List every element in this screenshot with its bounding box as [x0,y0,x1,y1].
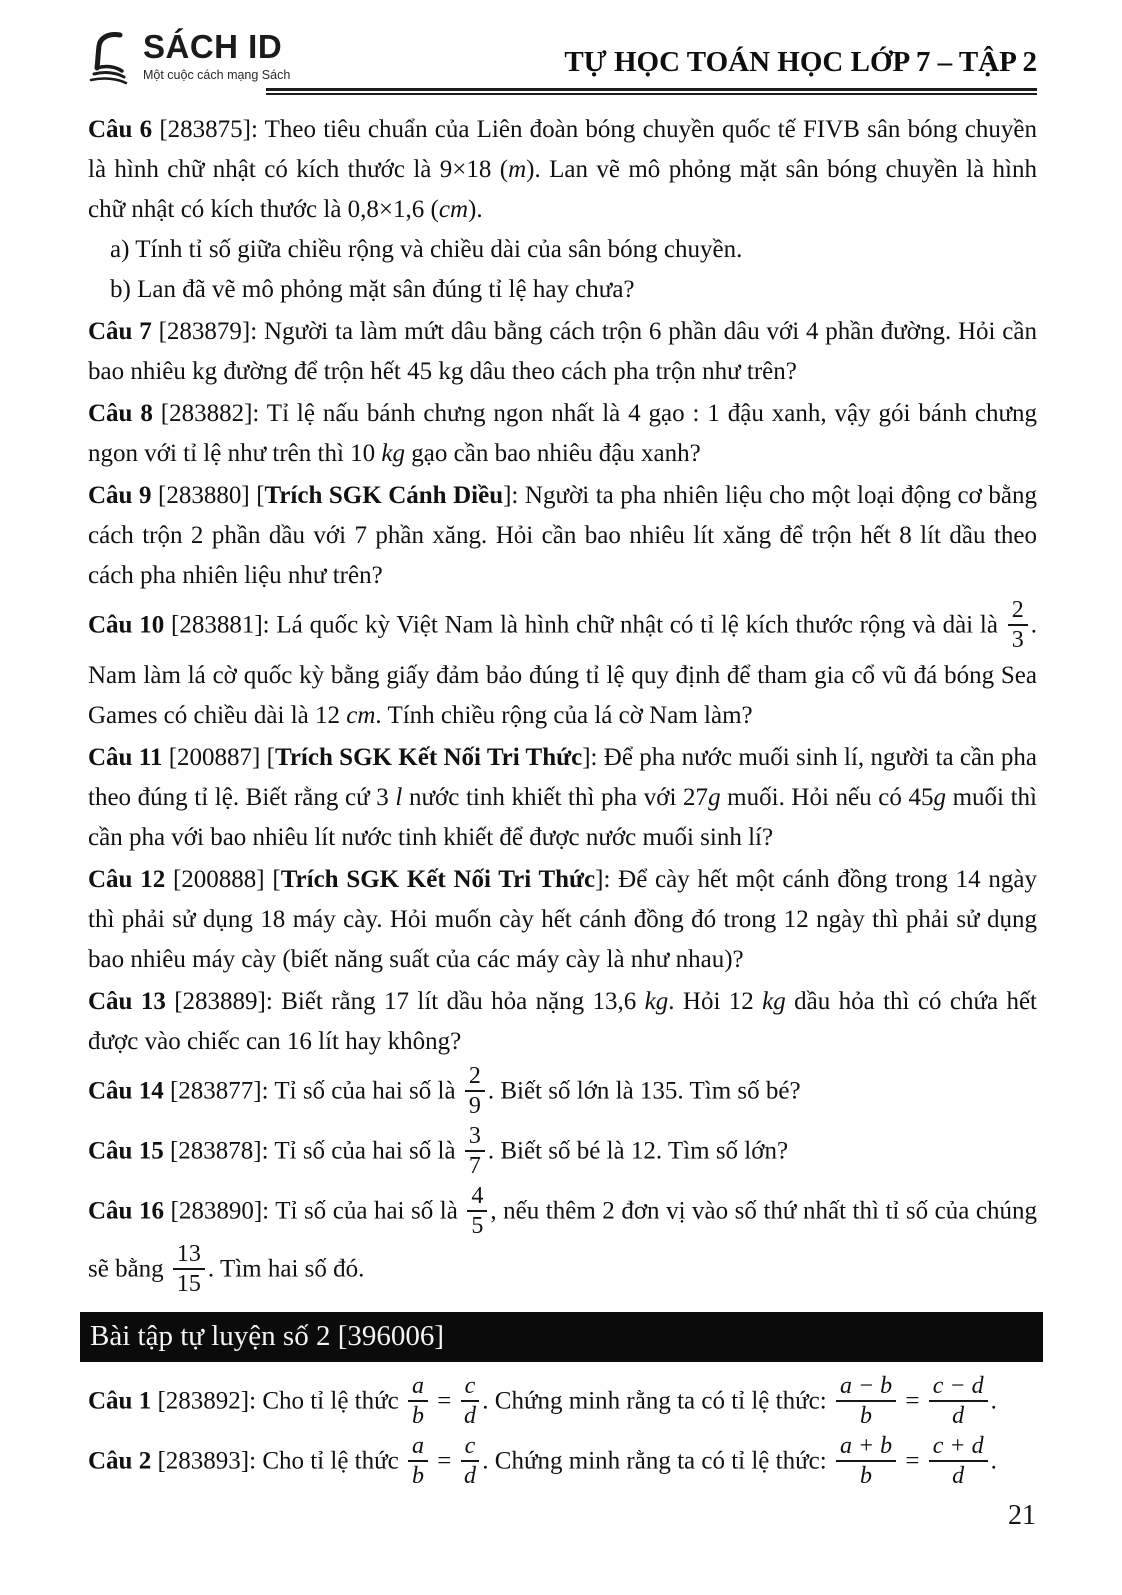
text-segment: ). [468,196,483,223]
text-segment: g [708,784,721,811]
book-title: TỰ HỌC TOÁN HỌC LỚP 7 – TẬP 2 [564,46,1037,78]
text-segment: b) Lan đã vẽ mô phỏng mặt sân đúng tỉ lệ hay chưa? [110,276,635,303]
text-segment: Câu 16 [88,1197,171,1225]
fraction-numerator: a − b [836,1372,896,1402]
fraction-numerator: a [408,1372,428,1402]
header-rule [266,88,1037,95]
text-segment: Câu 2 [88,1447,158,1475]
text-segment: [283890]: Tỉ số của hai số là [170,1197,465,1225]
fraction [836,1432,896,1490]
fraction-denominator: b [860,1463,873,1489]
text-segment: [283880] [ [158,482,265,509]
fraction [461,1372,480,1430]
text-segment: [283882]: Tỉ lệ nấu bánh chưng ngon nhất là 4 gạo : 1 đậu xanh, vậy gói bánh chưng ngon với tỉ lệ như trên thì 10 [88,400,1037,467]
problem-cau-13 [88,982,1037,1062]
publisher-logo [88,30,290,90]
fraction [408,1372,428,1430]
text-segment: . [990,1447,997,1475]
text-segment: [283893]: Cho tỉ lệ thức [157,1447,406,1475]
text-segment: [283879]: Người ta làm mứt dâu bằng cách trộn 6 phần dâu với 4 phần đường. Hỏi cần bao nhiêu kg đường để trộn hết 45 kg dâu theo cách pha trộn như trên? [88,318,1037,385]
problem-cau-1 [88,1374,1037,1432]
text-segment: [283889]: Biết rằng 17 lít dầu hỏa nặng 13,6 [174,988,645,1015]
fraction [173,1240,205,1298]
text-segment: [283877]: Tỉ số của hai số là [169,1077,462,1105]
problem-cau-6-item-b [88,270,1037,310]
fraction-numerator: c − d [929,1372,988,1402]
text-segment: = [899,1387,926,1415]
fraction-numerator: 2 [1008,596,1028,626]
text-segment: , nếu thêm 2 đơn vị vào số thứ nhất thì tỉ số của chúng sẽ bằng [88,1197,1037,1283]
text-segment: = [431,1447,458,1475]
text-segment: Câu 8 [88,400,161,427]
fraction-denominator: 5 [471,1213,484,1239]
text-segment: Câu 10 [88,611,172,639]
text-segment: muối thì cần pha với bao nhiêu lít nước tinh khiết để được nước muối sinh lí? [88,784,1037,851]
fraction-numerator: 2 [465,1062,485,1092]
text-segment: l [395,784,403,811]
text-segment: ). Lan vẽ mô phỏng mặt sân bóng chuyền là hình chữ nhật có kích thước là 0,8×1,6 ( [88,156,1038,223]
fraction [836,1372,896,1430]
problem-cau-11 [88,738,1037,858]
problem-cau-10 [88,598,1037,736]
problem-cau-14 [88,1064,1037,1122]
text-segment: ]: Để pha nước muối sinh lí, người ta cần pha theo đúng tỉ lệ. Biết rằng cứ 3 [88,744,1037,811]
text-segment: . Chứng minh rằng ta có tỉ lệ thức: [482,1447,833,1475]
problem-cau-16 [88,1184,1037,1300]
fraction-denominator: d [463,1463,476,1489]
problem-cau-7 [88,312,1037,392]
text-segment: [200888] [ [172,866,281,893]
fraction-numerator: c [461,1432,480,1462]
text-segment: nước tinh khiết thì pha với 27 [402,784,709,811]
fraction-denominator: 15 [176,1271,201,1297]
fraction-numerator: a + b [836,1432,896,1462]
text-segment: . Tìm hai số đó. [207,1255,365,1283]
text-segment: muối. Hỏi nếu có 45 [720,784,934,811]
text-segment: g [933,784,946,811]
fraction [1008,596,1028,654]
text-segment: Trích SGK Kết Nối Tri Thức [275,744,583,771]
problem-cau-6-item-a [88,230,1037,270]
fraction [467,1182,487,1240]
text-segment: . [990,1387,997,1415]
fraction-numerator: a [408,1432,428,1462]
fraction [461,1432,480,1490]
problem-cau-2 [88,1434,1037,1492]
problems-content [88,110,1037,1492]
text-segment: kg [644,988,669,1015]
problem-cau-12 [88,860,1037,980]
text-segment: . Biết số lớn là 135. Tìm số bé? [487,1077,801,1105]
fraction [929,1432,988,1490]
section-banner: Bài tập tự luyện số 2 [396006] [80,1312,1043,1362]
text-segment: Trích SGK Kết Nối Tri Thức [280,866,596,893]
text-segment: Câu 12 [88,866,173,893]
problem-cau-9 [88,476,1037,596]
fraction-denominator: 3 [1011,627,1024,653]
fraction-denominator: d [952,1463,965,1489]
logo-tagline: Một cuộc cách mạng Sách [143,67,291,82]
text-segment: cm [346,702,376,729]
text-segment: Câu 7 [88,318,159,345]
fraction-denominator: d [952,1403,965,1429]
open-book-icon [88,32,138,90]
fraction-denominator: 7 [468,1153,481,1179]
text-segment: gạo cần bao nhiêu đậu xanh? [405,440,701,467]
text-segment: Câu 6 [88,116,160,143]
text-segment: Trích SGK Cánh Diều [264,482,504,509]
fraction-numerator: 3 [465,1122,485,1152]
text-segment: a) Tính tỉ số giữa chiều rộng và chiều dài của sân bóng chuyền. [110,236,743,263]
text-segment: [283878]: Tỉ số của hai số là [169,1137,462,1165]
text-segment: dầu hỏa thì có chứa hết được vào chiếc can 16 lít hay không? [88,988,1038,1055]
text-segment: Câu 15 [88,1137,170,1165]
text-segment: . Nam làm lá cờ quốc kỳ bằng giấy đảm bảo đúng tỉ lệ quy định để tham gia cổ vũ đá bóng Sea Games có chiều dài là 12 [88,611,1037,729]
logo-text-block [143,30,290,82]
text-segment: Câu 14 [88,1077,170,1105]
text-segment: [283881]: Lá quốc kỳ Việt Nam là hình chữ nhật có tỉ lệ kích thước rộng và dài là [171,611,1005,639]
text-segment: kg [762,988,786,1015]
text-segment: [283892]: Cho tỉ lệ thức [157,1387,406,1415]
fraction-numerator: 13 [173,1240,205,1270]
text-segment: = [899,1447,926,1475]
text-segment: . Hỏi 12 [668,988,763,1015]
problem-cau-15 [88,1124,1037,1182]
fraction-denominator: d [463,1403,476,1429]
fraction [465,1062,485,1120]
text-segment: [200887] [ [168,744,275,771]
text-segment: . Biết số bé là 12. Tìm số lớn? [487,1137,789,1165]
fraction-denominator: b [412,1463,425,1489]
text-segment: . Tính chiều rộng của lá cờ Nam làm? [375,702,753,729]
text-segment: = [431,1387,458,1415]
page-number: 21 [1008,1500,1036,1531]
text-segment: ]: Để cày hết một cánh đồng trong 14 ngày thì phải sử dụng 18 máy cày. Hỏi muốn cày hết cánh đồng đó trong 12 ngày thì phải sử dụng bao nhiêu máy cày (biết năng suất của các máy cày là như nhau)? [88,866,1037,973]
text-segment: Câu 11 [88,744,169,771]
text-segment: . Chứng minh rằng ta có tỉ lệ thức: [482,1387,833,1415]
text-segment: [283875]: Theo tiêu chuẩn của Liên đoàn bóng chuyền quốc tế FIVB sân bóng chuyền là hình chữ nhật có kích thước là 9×18 ( [88,116,1037,183]
fraction [465,1122,485,1180]
page-header [88,28,1037,100]
fraction [929,1372,988,1430]
problem-cau-6 [88,110,1037,230]
fraction-numerator: 4 [467,1182,487,1212]
fraction [408,1432,428,1490]
logo-text: SÁCH ID [143,28,283,65]
text-segment: kg [381,440,406,467]
fraction-denominator: b [860,1403,873,1429]
text-segment: ]: Người ta pha nhiên liệu cho một loại động cơ bằng cách trộn 2 phần dầu với 7 phần xăng. Hỏi cần bao nhiêu lít xăng để trộn hết 8 lít dầu theo cách pha nhiên liệu như trên? [88,482,1037,589]
text-segment: m [508,156,527,183]
fraction-denominator: 9 [468,1093,481,1119]
fraction-numerator: c [461,1372,480,1402]
problem-cau-8 [88,394,1037,474]
text-segment: Câu 13 [88,988,175,1015]
text-segment: Câu 1 [88,1387,158,1415]
text-segment: Câu 9 [88,482,159,509]
text-segment: cm [438,196,469,223]
fraction-denominator: b [412,1403,425,1429]
fraction-numerator: c + d [929,1432,988,1462]
